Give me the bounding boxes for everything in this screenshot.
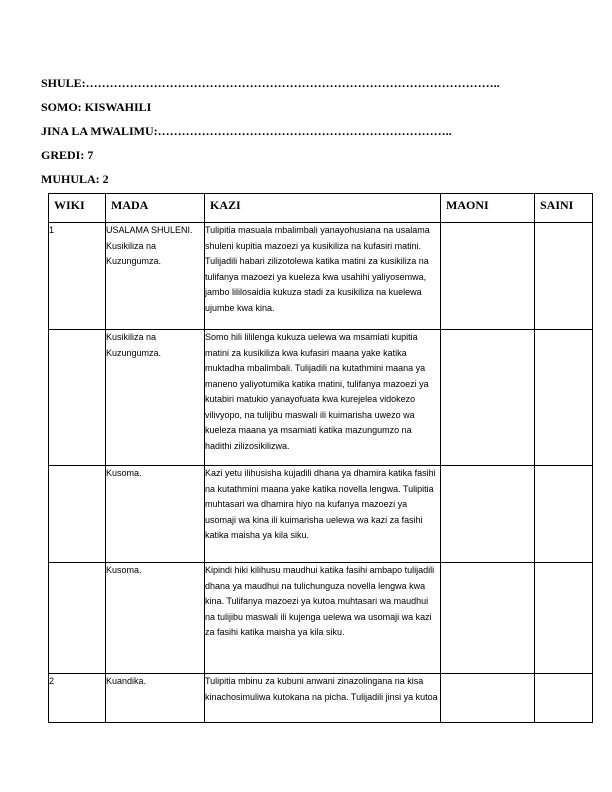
table-row: [49, 223, 593, 330]
column-header-maoni: MAONI: [441, 194, 535, 223]
teacher-name-field: JINA LA MWALIMU:………………………………………………………………..: [41, 124, 452, 138]
topic-cell: Kusoma.: [106, 466, 205, 563]
signature-cell: [535, 674, 593, 723]
week-cell: [49, 330, 106, 466]
signature-cell: [535, 563, 593, 674]
remarks-cell: [441, 223, 535, 330]
table-row: [49, 330, 593, 466]
column-header-mada: MADA: [106, 194, 205, 223]
activity-cell: Kazi yetu ilihusisha kujadili dhana ya dhamira katika fasihi na kutathmini maana yake katika novella lengwa. Tulipitia muhtasari wa dhamira hiyo na kufanya mazoezi ya usomaji wa kina ili kuimarisha uelewa wa kazi za fasihi katika maisha ya kila siku.: [205, 466, 441, 563]
school-field: SHULE:…………………………………………………………………………………………..: [41, 76, 500, 90]
week-cell: 1: [49, 223, 106, 330]
column-header-wiki: WIKI: [49, 194, 106, 223]
signature-cell: [535, 466, 593, 563]
signature-cell: [535, 330, 593, 466]
week-cell: [49, 466, 106, 563]
topic-cell: Kuandika.: [106, 674, 205, 723]
activity-cell: Somo hili lililenga kukuza uelewa wa msamiati kupitia matini za kusikiliza kwa kufasiri maana yake katika muktadha mbalimbali. Tulijadili na kutathmini maana ya maneno yaliyotumika katika matini, tulifanya mazoezi ya kutabiri matukio yanayofuata kwa kurejelea vidokezo vilivyopo, na tulijibu maswali ili kuimarisha uwezo wa kueleza maana ya msamiati katika mazungumzo na hadithi zilizosikilizwa.: [205, 330, 441, 466]
remarks-cell: [441, 466, 535, 563]
week-cell: [49, 563, 106, 674]
table-row: [49, 674, 593, 723]
topic-cell: USALAMA SHULENI. Kusikiliza na Kuzungumza.: [106, 223, 205, 330]
table-header-row: [49, 194, 593, 223]
column-header-kazi: KAZI: [205, 194, 441, 223]
remarks-cell: [441, 563, 535, 674]
topic-cell: Kusikiliza na Kuzungumza.: [106, 330, 205, 466]
table-row: [49, 466, 593, 563]
activity-cell: Tulipitia masuala mbalimbali yanayohusiana na usalama shuleni kupitia mazoezi ya kusikiliza na kufasiri matini. Tulijadili habari zilizotolewa katika matini za kusikiliza na tulifanya mazoezi ya kueleza kwa usahihi yaliyosemwa, jambo lililosaidia kukuza stadi za kusikiliza na kuelewa ujumbe kwa kina.: [205, 223, 441, 330]
column-header-saini: SAINI: [535, 194, 593, 223]
grade-field: GREDI: 7: [41, 148, 94, 162]
subject-field: SOMO: KISWAHILI: [41, 100, 152, 114]
table-row: [49, 563, 593, 674]
term-field: MUHULA: 2: [41, 172, 109, 186]
remarks-cell: [441, 674, 535, 723]
work-record-table: [48, 193, 593, 723]
topic-cell: Kusoma.: [106, 563, 205, 674]
activity-cell: Tulipitia mbinu za kubuni anwani zinazolingana na kisa kinachosimuliwa kutokana na picha. Tulijadili jinsi ya kutoa: [205, 674, 441, 723]
remarks-cell: [441, 330, 535, 466]
week-cell: 2: [49, 674, 106, 723]
signature-cell: [535, 223, 593, 330]
activity-cell: Kipindi hiki kilihusu maudhui katika fasihi ambapo tulijadili dhana ya maudhui na tulichunguza novella lengwa kwa kina. Tulifanya mazoezi ya kutoa muhtasari wa maudhui na tulijibu maswali ili kujenga uelewa wa usomaji wa kazi za fasihi katika maisha ya kila siku.: [205, 563, 441, 674]
